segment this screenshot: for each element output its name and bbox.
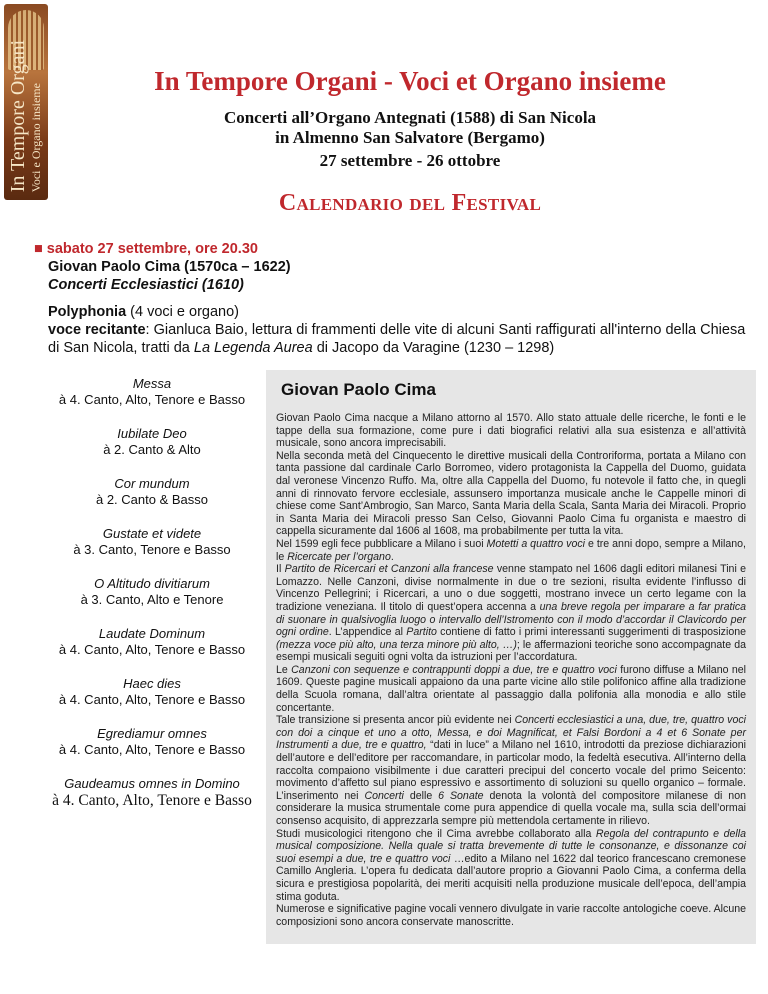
program-item — [46, 426, 258, 458]
bio-run: ; le affermazioni teoriche sono accompagnate da esempi musicali seguiti ogni volta da istruzioni per l’accordatura. — [276, 638, 746, 664]
piece-title: Cor mundum — [114, 476, 190, 491]
event-datetime: sabato 27 settembre, ore 20.30 — [46, 241, 258, 257]
program-item — [46, 476, 258, 508]
reciter-label: voce recitante — [48, 322, 146, 338]
piece-title: Laudate Dominum — [98, 626, 206, 641]
festival-title: In Tempore Organi - Voci et Organo insieme — [154, 66, 666, 96]
bio-run-italic: 6 Sonate — [438, 789, 484, 802]
reciter-source: La Legenda Aurea — [193, 340, 313, 356]
bio-run: . — [390, 550, 394, 563]
ensemble-name: Polyphonia — [48, 304, 127, 320]
bio-run: Le — [276, 663, 292, 676]
program-item — [46, 376, 258, 408]
bio-text — [276, 412, 746, 928]
program-item — [46, 726, 258, 758]
event-work: Concerti Ecclesiastici (1610) — [48, 277, 244, 293]
logo-line-1: In Tempore Organi — [7, 39, 29, 192]
bio-paragraph — [276, 664, 746, 714]
bio-run-italic: una breve regola per imparare a far pratica di suonare in qualsivoglia luogo o intervallo dell’Istromento con il modo d’accordar il Clavicordo per ogni ordine — [276, 600, 747, 639]
bio-run: delle — [403, 789, 439, 802]
logo-line-2: Voci e Organo insieme — [29, 82, 43, 192]
bio-paragraph: Nella seconda metà del Cinquecento le direttive musicali della Controriforma, portata a Milano con tanta passione dal cardinale Carlo Borromeo, videro protagonista la Cappella del Duomo, guidata dal veronese Vincenzo Ruffo. Ma, oltre alla Cappella del Duomo, fu notevole il fatto che, in quegli anni di rinnovato fervore ecclesiale, assunsero importanza musicale anche le Cappelle minori di chiese come Sant’Ambrogio, San Marco, Santa Maria della Scala, Santa Maria dei Miracoli. Proprio in Santa Maria dei Miracoli presso San Celso, Giovanni Paolo Cima fu organista e maestro di cappella sicuramente dal 1606 al 1608, ma probabilmente per tutta la vita. — [276, 449, 746, 538]
bio-run: Tale transizione si presenta ancor più evidente nei — [276, 714, 515, 727]
bio-run-italic: Partito de Ricercari et Canzoni alla francese — [284, 563, 494, 576]
bio-paragraph — [276, 828, 746, 904]
event-bullet: ■ — [34, 241, 43, 257]
bio-paragraph: Giovan Paolo Cima nacque a Milano attorno al 1570. Allo stato attuale delle ricerche, le fonti e le tappe della sua formazione, come pure i dati biografici relativi alla sua esistenza e all’attività musicale, sono ancora imprecisabili. — [276, 412, 746, 450]
bio-run-italic: Partito — [406, 626, 437, 639]
piece-title: Iubilate Deo — [117, 426, 187, 441]
bio-run-italic: (mezza voce più alto, una terza minore più alto, …) — [276, 638, 517, 651]
bio-run-italic: Regola del contrapunto e della musical composizione. Nella quale si tratta brevemente di tutte le consonanze, e dissonanze coi suoi esempi a due, tre e quattro voci — [276, 827, 746, 865]
bio-run: denota la volontà del compositore milanese di non considerare la musica strumentale come pura appendice di quella vocale ma, sulla scia dell’ormai consenso acquisito, di apprezzarla sempre più mettendola certamente in rilievo. — [276, 789, 746, 827]
piece-voices: à 2. Canto & Basso — [95, 492, 208, 507]
bio-heading: Giovan Paolo Cima — [281, 380, 436, 399]
piece-voices: à 2. Canto & Alto — [103, 442, 201, 457]
piece-voices: à 4. Canto, Alto, Tenore e Basso — [58, 742, 246, 757]
bio-run: Studi musicologici ritengono che il Cima avrebbe collaborato alla — [276, 827, 596, 840]
reciter-text-1: : Gianluca Baio, lettura di frammenti delle vite di alcuni Santi raffigurati all'interno della Chiesa di San Nicola, tratti da — [48, 322, 746, 356]
performers — [48, 303, 754, 357]
bio-run: venne stampato nel 1606 dagli editori milanesi Tini e Lomazzo. Nelle Canzoni, divise normalmente in due o tre sezioni, risulta evidente l’influsso di Vincenzo Pellegrini; i Ricercari, a uno o due soggetti, mostrano invece un certo legame con la tradizione veneziana. Il titolo di quest’opera accenna a — [276, 563, 746, 613]
event-block — [34, 240, 754, 294]
bio-run-italic: Concerti — [364, 789, 404, 802]
program-item — [46, 526, 258, 558]
festival-dates: 27 settembre - 26 ottobre — [319, 151, 501, 170]
bio-run: contiene di fatto i primi interessanti suggerimenti di trasposizione — [436, 626, 747, 639]
bio-paragraph — [276, 538, 746, 563]
bio-run: Nel 1599 egli fece pubblicare a Milano i suoi — [276, 537, 487, 550]
piece-title: Egrediamur omnes — [97, 726, 207, 741]
piece-voices: à 3. Canto, Alto e Tenore — [80, 592, 224, 607]
subtitle-line-1: Concerti all’Organo Antegnati (1588) di San Nicola — [223, 108, 597, 127]
program-list — [46, 376, 258, 828]
calendar-heading: Calendario del Festival — [278, 190, 542, 216]
bio-run-italic: Concerti ecclesiastici a una, due, tre, quattro voci con doi a cinque et uno a otto, Messa, e doi Magnificat, et Falsi Bordoni a 4 et 6 Sonate per Instrumenti a due, tre e quattro, — [276, 714, 746, 752]
bio-run-italic: Canzoni con sequenze e contrappunti doppi a due, tre e quattro voci — [291, 663, 617, 676]
event-composer: Giovan Paolo Cima (1570ca – 1622) — [48, 259, 291, 275]
bio-run: e tre anni dopo, sempre a Milano, le — [276, 537, 746, 563]
piece-voices: à 4. Canto, Alto, Tenore e Basso — [58, 692, 246, 707]
piece-voices: à 4. Canto, Alto, Tenore e Basso — [58, 642, 246, 657]
piece-voices: à 4. Canto, Alto, Tenore e Basso — [58, 392, 246, 407]
bio-paragraph — [276, 563, 746, 664]
piece-title: Gustate et videte — [102, 526, 202, 541]
piece-voices: à 3. Canto, Tenore e Basso — [73, 542, 231, 557]
bio-run-italic: Ricercate per l’organo — [287, 550, 391, 563]
program-item — [46, 626, 258, 658]
bio-run: . L’appendice al — [328, 626, 407, 639]
reciter-text-2: di Jacopo da Varagine (1230 – 1298) — [312, 340, 555, 356]
bio-run: …edito a Milano nel 1622 dal teorico francescano cremonese Camillo Angleria. L’opera fu dedicata dall’autore proprio a Giovanni Paolo Cima, a conferma della sicura e prestigiosa popolarità, dei meriti acquisiti nella produzione musicale dell’epoca, dell’ampia stima goduta. — [276, 852, 746, 903]
bio-run-italic: Motetti a quattro voci — [486, 537, 585, 550]
bio-paragraph — [276, 714, 746, 827]
program-item — [46, 776, 258, 810]
piece-title: O Altitudo divitiarum — [94, 576, 210, 591]
piece-title: Messa — [132, 376, 172, 391]
biography-box — [266, 370, 756, 944]
program-item — [46, 676, 258, 708]
logo-text — [8, 40, 44, 192]
piece-voices: à 4. Canto, Alto, Tenore e Basso — [52, 792, 252, 809]
ensemble-detail: (4 voci e organo) — [126, 304, 239, 320]
bio-run: furono diffuse a Milano nel 1609. Queste pagine musicali appaiono da una parte vicine allo stile polifonico affine alla tradizione della Scuola romana, dall’altra orientate al passaggio dalla polifonia alla monodia e allo stile concertante. — [276, 663, 746, 714]
bio-run: “dati in luce” a Milano nel 1610, introdotti da preziose dichiarazioni dell’autore e dell’editore per raccomandare, in particolar modo, la fedeltà esecutiva. All’interno della raccolta compaiono visibilmente i due caratteri precipui del concerto vocale del primo Seicento: movimento d’affetto sul piano espressivo e assortimento di soluzioni su quello organico – formale. L’inserimento nei — [276, 739, 746, 802]
piece-title: Gaudeamus omnes in Domino — [64, 776, 240, 791]
bio-paragraph: Numerose e significative pagine vocali vennero divulgate in varie raccolte antologiche coeve. Alcune composizioni sono ancora conservate manoscritte. — [276, 903, 746, 928]
program-item — [46, 576, 258, 608]
piece-title: Haec dies — [123, 676, 181, 691]
bio-run: Il — [276, 563, 285, 576]
subtitle-line-2: in Almenno San Salvatore (Bergamo) — [275, 128, 545, 147]
festival-logo — [4, 4, 48, 200]
